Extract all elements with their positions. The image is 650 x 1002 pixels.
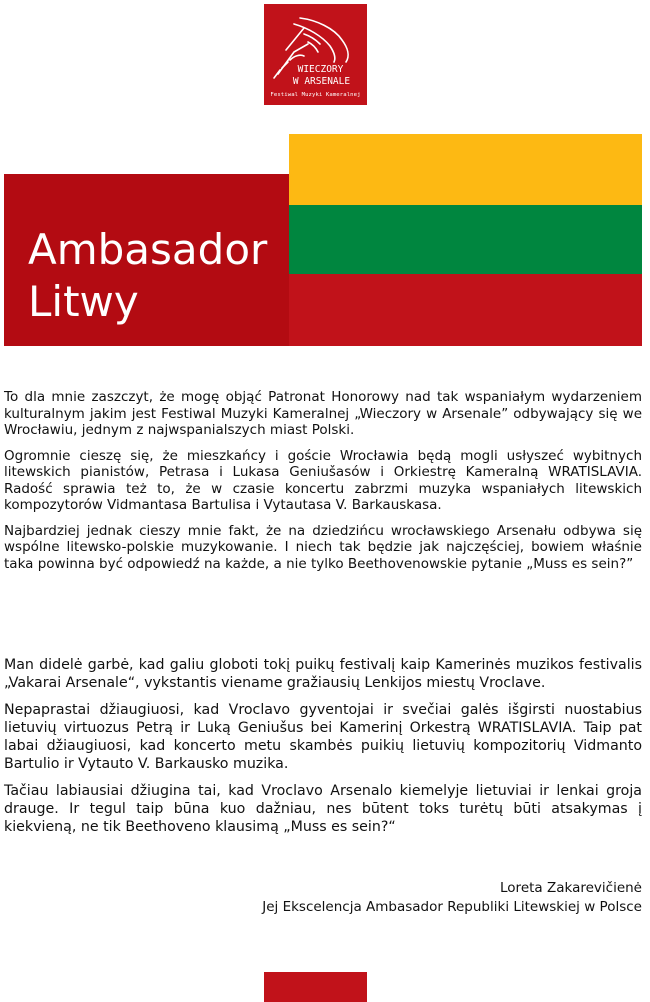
- signatory-title: Jej Ekscelencja Ambasador Republiki Litewskiej w Polsce: [262, 899, 642, 915]
- lithuanian-paragraph: Man didelė garbė, kad galiu globoti tokį puikų festivalį kaip Kamerinės muzikos festivalis „Vakarai Arsenale“, vykstantis viename gražiausių Lenkijos miestų Vroclave.: [4, 657, 642, 691]
- violin-icon: [264, 4, 367, 105]
- page-title: [28, 224, 267, 328]
- flag-band-yellow: [289, 134, 642, 205]
- signatory-name: Loreta Zakarevičienė: [500, 880, 642, 896]
- logo-title-line2: W ARSENALE: [292, 76, 351, 87]
- lithuanian-paragraph: Nepaprastai džiaugiuosi, kad Vroclavo gyventojai ir svečiai galės išgirsti nuostabius lietuvių virtuozus Petrą ir Luką Geniušus bei Kamerinį Orkestrą WRATISLAVIA. Taip pat labai džiaugiuosi, kad koncerto metu skambės puikių lietuvių kompozitorių Vidmanto Bartulio ir Vytauto V. Barkausko muzika.: [4, 702, 642, 772]
- lithuanian-letter: [4, 656, 642, 845]
- polish-paragraph: Najbardziej jednak cieszy mnie fakt, że na dziedzińcu wrocławskiego Arsenału odbywa się wspólne litewsko-polskie muzykowanie. I niech tak będzie jak najczęściej, bowiem właśnie taka powinna być odpowiedź na każde, a nie tylko Beethovenowskie pytanie „Muss es sein?”: [4, 522, 642, 572]
- logo-subtitle: Festiwal Muzyki Kameralnej: [270, 92, 361, 98]
- polish-paragraph: Ogromnie cieszę się, że mieszkańcy i goście Wrocławia będą mogli usłyszeć wybitnych litewskich pianistów, Petrasa i Lukasa Geniušasów i Orkiestrę Kameralną WRATISLAVIA. Radość sprawia też to, że w czasie koncertu zabrzmi muzyka wspaniałych litewskich kompozytorów Vidmantasa Bartulisa i Vytautasa V. Barkauskasa.: [4, 447, 642, 513]
- signature-block: [262, 879, 642, 917]
- polish-paragraph: To dla mnie zaszczyt, że mogę objąć Patronat Honorowy nad tak wspaniałym wydarzeniem kulturalnym jakim jest Festiwal Muzyki Kameralnej „Wieczory w Arsenale” odbywający się we Wrocławiu, jednym z najwspanialszych miast Polski.: [4, 389, 642, 438]
- flag-band-red: [289, 274, 642, 346]
- lithuanian-paragraph: Tačiau labiausiai džiugina tai, kad Vroclavo Arsenalo kiemelyje lietuviai ir lenkai groja drauge. Ir tegul taip būna kuo dažniau, nes būtent toks turėtų būti atsakymas į kiekvieną, ne tik Beethoveno klausimą „Muss es sein?“: [4, 783, 642, 835]
- polish-letter: [4, 389, 642, 581]
- festival-logo: [264, 4, 367, 105]
- footer-bar: [264, 972, 367, 1002]
- title-line2: Litwy: [28, 277, 139, 326]
- title-box: [4, 174, 289, 346]
- title-line1: Ambasador: [28, 225, 268, 274]
- flag-band-green: [289, 205, 642, 274]
- logo-title-line1: WIECZORY: [297, 64, 344, 75]
